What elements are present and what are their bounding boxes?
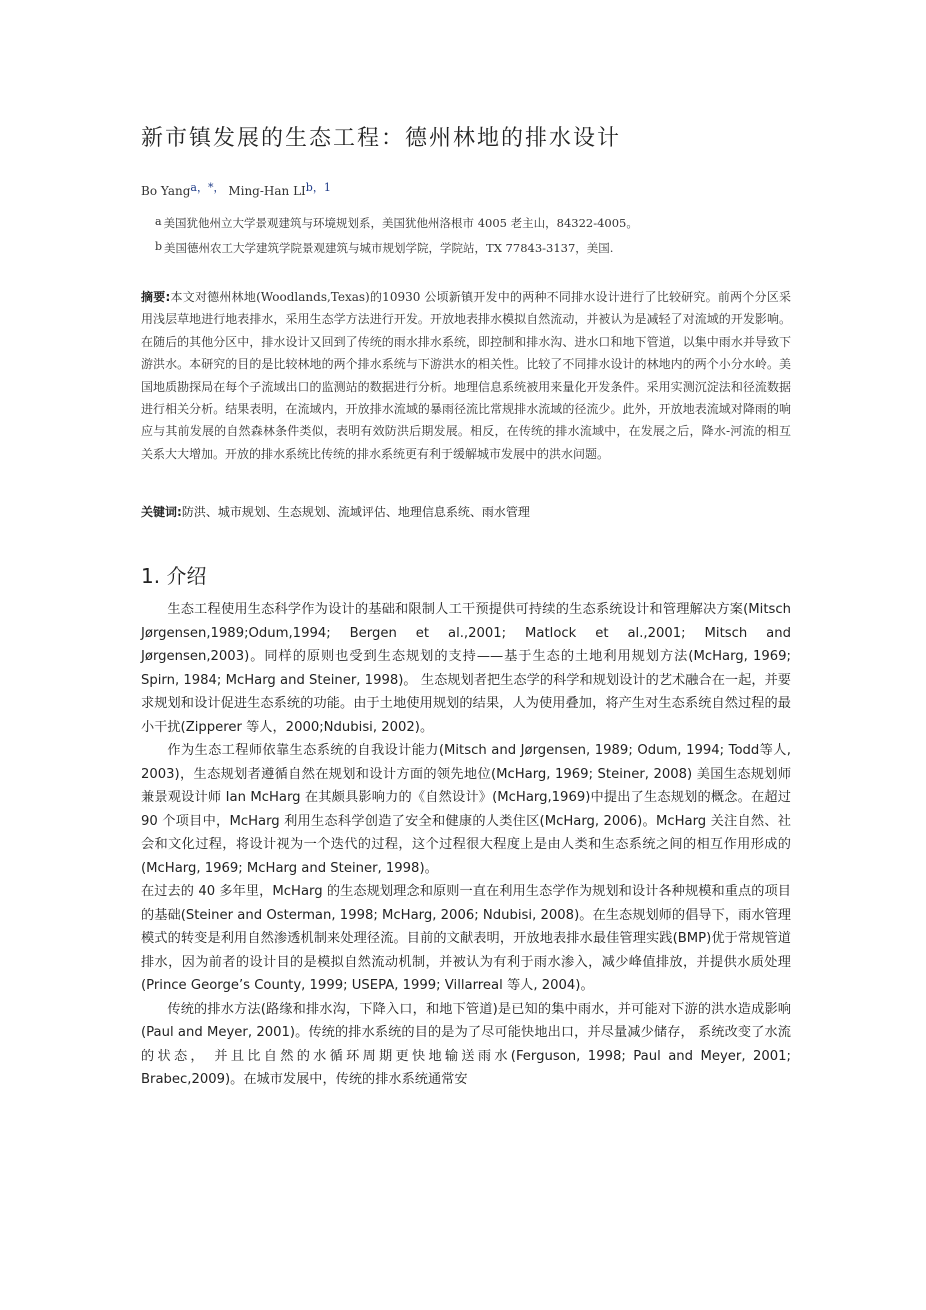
keywords-label: 关键词: (141, 505, 182, 519)
abstract (141, 286, 791, 465)
section-body (141, 598, 791, 1092)
keywords-text: 防洪、城市规划、生态规划、流域评估、地理信息系统、雨水管理 (181, 505, 530, 519)
abstract-text: 本文对德州林地(Woodlands,Texas)的10930 公顷新镇开发中的两种不同排水设计进行了比较研究。前两个分区采用浅层草地进行地表排水，采用生态学方法进行开发。开放地表排水模拟自然流动，并被认为是减轻了对流域的开发影响。在随后的其他分区中，排水设计又回到了传统的雨水排水系统，即控制和排水沟、进水口和地下管道，以集中雨水并导致下游洪水。本研究的目的是比较林地的两个排水系统与下游洪水的相关性。比较了不同排水设计的林地内的两个小分水岭。美国地质勘探局在每个子流域出口的监测站的数据进行分析。地理信息系统被用来量化开发条件。采用实测沉淀法和径流数据进行相关分析。结果表明，在流域内，开放排水流域的暴雨径流比常规排水流域的径流少。此外，开放地表流域对降雨的响应与其前发展的自然森林条件类似，表明有效防洪后期发展。相反，在传统的排水流域中，在发展之后，降水-河流的相互关系大大增加。开放的排水系统比传统的排水系统更有利于缓解城市发展中的洪水问题。 (141, 290, 791, 461)
author-affiliation-mark: a，*， (190, 181, 225, 194)
body-paragraph: 生态工程使用生态科学作为设计的基础和限制人工干预提供可持续的生态系统设计和管理解决方案(Mitsch Jørgensen,1989;Odum,1994; Bergen et al.,2001; Matlock et al.,2001; Mitsch and Jørgensen,2003)。同样的原则也受到生态规划的支持——基于生态的土地利用规划方法(McHarg, 1969; Spirn, 1984; McHarg and Steiner, 1998)。 生态规划者把生态学的科学和规划设计的艺术融合在一起，并要求规划和设计促进生态系统的功能。由于土地使用规划的结果，人为使用叠加，将产生对生态系统自然过程的最小干扰(Zipperer 等人，2000;Ndubisi, 2002)。 (141, 602, 791, 735)
affiliation-b (155, 240, 613, 256)
affiliation-mark: a (155, 215, 162, 228)
body-paragraph: 作为生态工程师依靠生态系统的自我设计能力(Mitsch and Jørgensen, 1989; Odum, 1994; Todd等人, 2003)，生态规划者遵循自然在规划和设计方面的领先地位(McHarg, 1969; Steiner, 2008) 美国生态规划师兼景观设计师 Ian McHarg 在其颇具影响力的《自然设计》(McHarg,1969)中提出了生态规划的概念。在超过 90 个项目中，McHarg 利用生态科学创造了安全和健康的人类住区(McHarg, 2006)。McHarg 关注自然、社会和文化过程，将设计视为一个迭代的过程，这个过程很大程度上是由人类和生态系统之间的相互作用形成的(McHarg, 1969; McHarg and Steiner, 1998)。 (141, 743, 791, 876)
paper-title: 新市镇发展的生态工程：德州林地的排水设计 (141, 126, 622, 151)
author-name: Ming-Han LI (228, 184, 306, 198)
body-paragraph: 在过去的 40 多年里，McHarg 的生态规划理念和原则一直在利用生态学作为规划和设计各种规模和重点的项目的基础(Steiner and Osterman, 1998; McHarg, 2006; Ndubisi, 2008)。在生态规划师的倡导下，雨水管理模式的转变是利用自然渗透机制来处理径流。目前的文献表明，开放地表排水最佳管理实践(BMP)优于常规管道排水，因为前者的设计目的是模拟自然流动机制，并被认为有利于雨水渗入，减少峰值排放，并提供水质处理(Prince George’s County, 1999; USEPA, 1999; Villarreal 等人, 2004)。 (141, 884, 791, 993)
body-paragraph: 传统的排水方法(路缘和排水沟，下降入口，和地下管道)是已知的集中雨水，并可能对下游的洪水造成影响(Paul and Meyer, 2001)。传统的排水系统的目的是为了尽可能快地出口，并尽量减少储存， 系统改变了水流的状态， 并且比自然的水循环周期更快地输送雨水(Ferguson, 1998; Paul and Meyer, 2001; Brabec,2009)。在城市发展中，传统的排水系统通常安 (141, 1001, 791, 1087)
author-name: Bo Yang (141, 184, 191, 198)
keywords (141, 503, 530, 520)
affiliation-mark: b (155, 240, 163, 253)
author-affiliation-mark: b，1 (305, 181, 331, 194)
affiliation-text: 美国德州农工大学建筑学院景观建筑与城市规划学院，学院站，TX 77843-3137，美国. (164, 241, 614, 255)
section-heading: 1. 介绍 (141, 564, 207, 588)
affiliation-a (155, 215, 638, 231)
affiliation-text: 美国犹他州立大学景观建筑与环境规划系，美国犹他州洛根市 4005 老主山，84322-4005。 (163, 216, 638, 230)
author-line (141, 179, 331, 198)
abstract-label: 摘要: (141, 290, 171, 304)
